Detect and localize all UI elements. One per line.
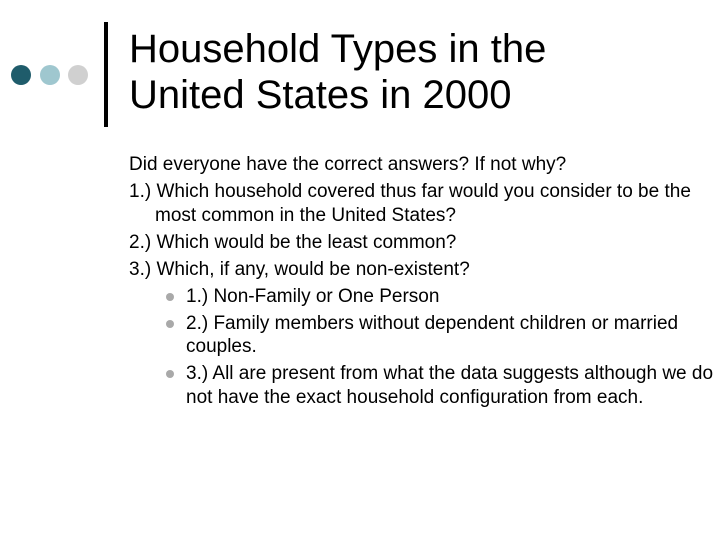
question-2: 2.) Which would be the least common?: [129, 231, 457, 253]
decorative-dot-light: [40, 65, 60, 85]
answer-text: 3.) All are present from what the data suggests although we do not have the exact household configuration from each.: [186, 363, 714, 408]
slide-body: [129, 153, 714, 413]
bullet-icon: [166, 320, 174, 328]
slide-title: [129, 26, 546, 118]
decorative-dot-dark: [11, 65, 31, 85]
answer-item: [186, 285, 714, 309]
answer-text: 1.) Non-Family or One Person: [186, 285, 440, 307]
bullet-icon: [166, 293, 174, 301]
decorative-dot-gray: [68, 65, 88, 85]
title-line-1: Household Types in the: [129, 27, 547, 71]
title-line-2: United States in 2000: [129, 73, 512, 117]
answer-list: [129, 285, 714, 410]
answer-item: [186, 312, 714, 359]
question-3: 3.) Which, if any, would be non-existent?: [129, 258, 470, 280]
title-divider: [104, 22, 108, 127]
answer-item: [186, 362, 714, 409]
bullet-icon: [166, 370, 174, 378]
question-1: 1.) Which household covered thus far would you consider to be the most common in the United States?: [129, 181, 691, 226]
answer-text: 2.) Family members without dependent children or married couples.: [186, 312, 679, 357]
question-intro: Did everyone have the correct answers? If not why?: [129, 154, 567, 175]
